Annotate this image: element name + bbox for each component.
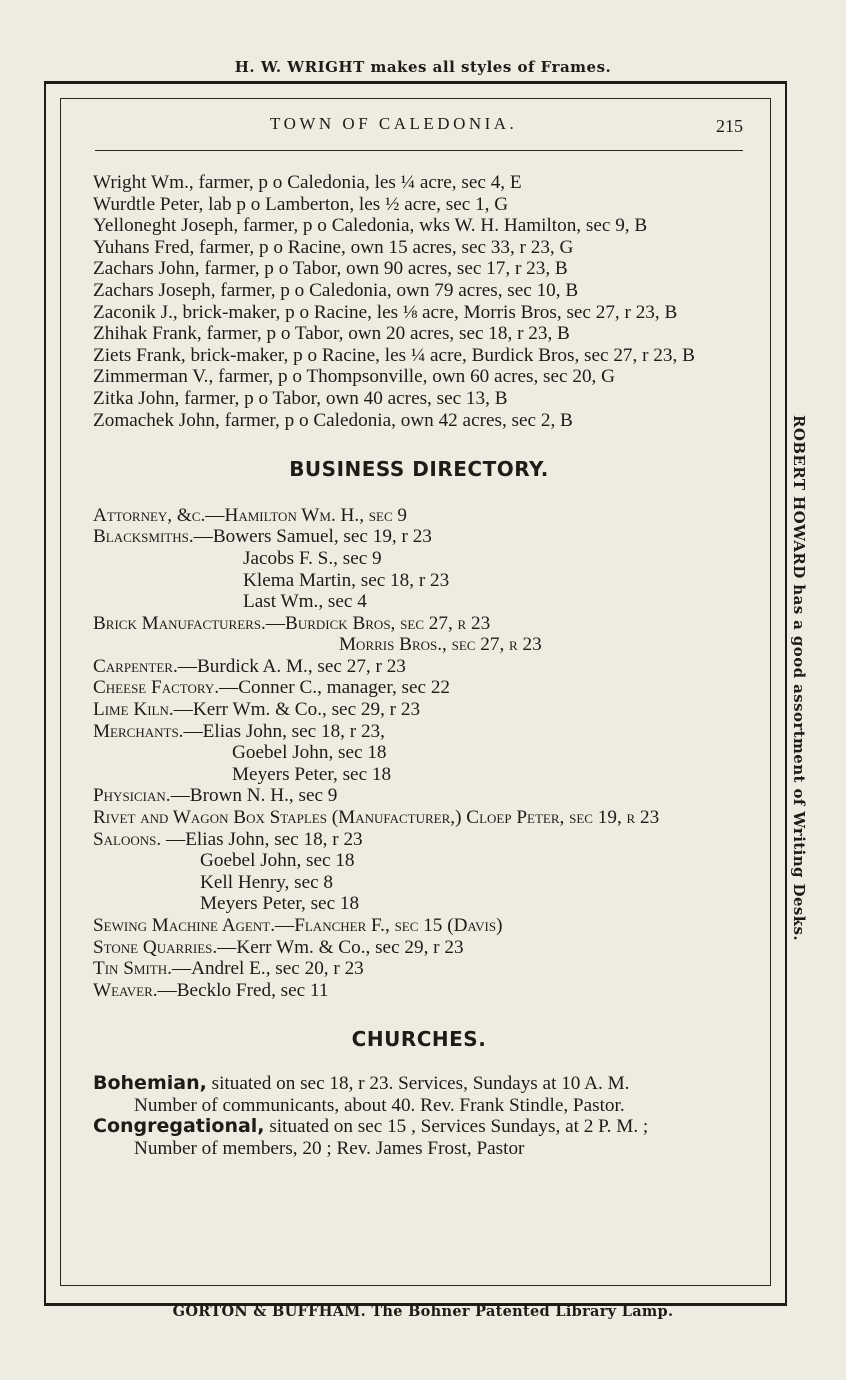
directory-entry: Brown N. H., sec 9 — [189, 785, 338, 807]
church-details: Number of members, 20 ; Rev. James Frost, Pastor — [134, 1137, 525, 1159]
directory-entry: Andrel E., sec 20, r 23 — [191, 958, 364, 980]
resident-entry: Zitka John, farmer, p o Tabor, own 40 acres, sec 13, B — [93, 387, 508, 409]
directory-category: Sewing Machine Agent. — [93, 915, 275, 936]
directory-entry: Conner C., manager, sec 22 — [238, 677, 451, 699]
directory-entry: Elias John, sec 18, r 23, — [202, 720, 385, 742]
resident-entry: Yelloneght Joseph, farmer, p o Caledonia, wks W. H. Hamilton, sec 9, B — [93, 215, 648, 237]
churches-heading: CHURCHES. — [351, 1027, 487, 1052]
directory-category: Blacksmiths. — [93, 526, 194, 548]
directory-line-weaver: Weaver.—Becklo Fred, sec 11 — [93, 979, 329, 1001]
resident-entry: Yuhans Fred, farmer, p o Racine, own 15 acres, sec 33, r 23, G — [93, 236, 574, 258]
page-number: 215 — [716, 116, 743, 136]
directory-line-tin: Tin Smith.—Andrel E., sec 20, r 23 — [93, 958, 364, 980]
resident-entry: Zaconik J., brick-maker, p o Racine, les ⅛ acre, Morris Bros, sec 27, r 23, B — [93, 301, 678, 323]
directory-entry: Klema Martin, sec 18, r 23 — [243, 569, 450, 591]
directory-entry: Burdick Bros, sec 27, r 23 — [285, 612, 491, 634]
directory-category: Attorney, &c. — [93, 504, 206, 526]
directory-entry: Cloep Peter, sec 19, r 23 — [466, 807, 660, 829]
resident-entry: Zomachek John, farmer, p o Caledonia, own 42 acres, sec 2, B — [93, 409, 573, 431]
directory-line-rivet — [93, 807, 745, 829]
directory-entry: Goebel John, sec 18 — [232, 742, 387, 764]
directory-line-brick: Brick Manufacturers.—Burdick Bros, sec 27, r 23 — [93, 612, 491, 634]
churches-list — [93, 1073, 745, 1159]
top-advertisement: H. W. WRIGHT makes all styles of Frames. — [234, 58, 612, 76]
directory-line-stone: Stone Quarries.—Kerr Wm. & Co., sec 29, r 23 — [93, 936, 464, 958]
directory-line-cheese: Cheese Factory.—Conner C., manager, sec 22 — [93, 677, 451, 699]
church-congregational — [93, 1116, 745, 1138]
directory-entry — [93, 634, 745, 656]
resident-entry: Zhihak Frank, farmer, p o Tabor, own 20 acres, sec 18, r 23, B — [93, 323, 570, 345]
directory-category: Merchants. — [93, 720, 184, 742]
directory-line-merchants: Merchants.—Elias John, sec 18, r 23, — [93, 720, 385, 742]
directory-entry: Kerr Wm. & Co., sec 29, r 23 — [236, 936, 464, 958]
directory-line-blacksmiths: Blacksmiths.—Bowers Samuel, sec 19, r 23 — [93, 526, 432, 548]
directory-line-attorney: Attorney, &c.—Hamilton Wm. H., sec 9 — [93, 504, 408, 526]
running-head: TOWN OF CALEDONIA. — [270, 114, 518, 133]
church-details: situated on sec 15 , Services Sundays, at 2 P. M. ; — [269, 1116, 649, 1138]
directory-line-carpenter: Carpenter.—Burdick A. M., sec 27, r 23 — [93, 655, 406, 677]
resident-entry: Zachars Joseph, farmer, p o Caledonia, own 79 acres, sec 10, B — [93, 279, 579, 301]
directory-entry: Becklo Fred, sec 11 — [176, 979, 329, 1001]
church-bohemian — [93, 1073, 745, 1095]
church-details: Number of communicants, about 40. Rev. Frank Stindle, Pastor. — [134, 1094, 625, 1116]
directory-category: Tin Smith. — [93, 958, 172, 980]
directory-entry: Last Wm., sec 4 — [243, 591, 367, 613]
directory-category: Rivet and Wagon Box Staples (Manufacturer,) — [93, 807, 462, 829]
directory-entry: Goebel John, sec 18 — [200, 850, 355, 872]
directory-entry: Flancher F., sec 15 (Davis) — [294, 915, 503, 936]
directory-entry: Kell Henry, sec 8 — [200, 871, 334, 893]
directory-entry-text: Morris Bros., sec 27, r 23 — [339, 634, 542, 656]
church-details: situated on sec 18, r 23. Services, Sundays at 10 A. M. — [211, 1072, 630, 1094]
directory-category: Brick Manufacturers. — [93, 612, 266, 634]
resident-list — [93, 172, 745, 431]
directory-category: Lime Kiln. — [93, 699, 174, 721]
directory-category: Carpenter. — [93, 655, 178, 677]
bottom-advertisement: GORTON & BUFFHAM. The Bohner Patented Library Lamp. — [172, 1303, 674, 1320]
church-name: Congregational, — [93, 1115, 265, 1138]
resident-entry: Zachars John, farmer, p o Tabor, own 90 acres, sec 17, r 23, B — [93, 258, 568, 280]
directory-category: Saloons. — [93, 828, 162, 850]
directory-entry: Meyers Peter, sec 18 — [232, 763, 392, 785]
page-content — [93, 172, 745, 1159]
side-advertisement-text: ROBERT HOWARD has a good assortment of Writing Desks. — [790, 415, 808, 941]
directory-category: Weaver. — [93, 979, 158, 1001]
directory-entry: Burdick A. M., sec 27, r 23 — [196, 655, 406, 677]
directory-entry: Kerr Wm. & Co., sec 29, r 23 — [192, 699, 421, 721]
directory-category: Cheese Factory. — [93, 677, 219, 699]
directory-category: Physician. — [93, 785, 171, 807]
resident-entry: Zimmerman V., farmer, p o Thompsonville, own 60 acres, sec 20, G — [93, 366, 615, 388]
directory-entry: Meyers Peter, sec 18 — [200, 893, 360, 915]
directory-line-lime: Lime Kiln.—Kerr Wm. & Co., sec 29, r 23 — [93, 699, 421, 721]
directory-category: Stone Quarries. — [93, 936, 218, 958]
business-directory — [93, 505, 745, 1002]
header-rule — [95, 150, 743, 151]
directory-entry: Hamilton Wm. H., sec 9 — [224, 504, 408, 526]
church-name: Bohemian, — [93, 1071, 207, 1094]
resident-entry: Wright Wm., farmer, p o Caledonia, les ¼ acre, sec 4, E — [93, 172, 522, 193]
directory-line-physician: Physician.—Brown N. H., sec 9 — [93, 785, 338, 807]
resident-entry: Wurdtle Peter, lab p o Lamberton, les ½ acre, sec 1, G — [93, 193, 509, 215]
directory-entry: Elias John, sec 18, r 23 — [185, 828, 363, 850]
directory-line-sewing: Sewing Machine Agent.—Flancher F., sec 15 (Davis) — [93, 915, 503, 936]
directory-entry: Jacobs F. S., sec 9 — [243, 547, 382, 569]
directory-entry: Bowers Samuel, sec 19, r 23 — [212, 526, 432, 548]
business-directory-heading: BUSINESS DIRECTORY. — [289, 457, 549, 482]
directory-line-saloons: Saloons. —Elias John, sec 18, r 23 — [93, 828, 363, 850]
resident-entry: Ziets Frank, brick-maker, p o Racine, les ¼ acre, Burdick Bros, sec 27, r 23, B — [93, 344, 695, 366]
